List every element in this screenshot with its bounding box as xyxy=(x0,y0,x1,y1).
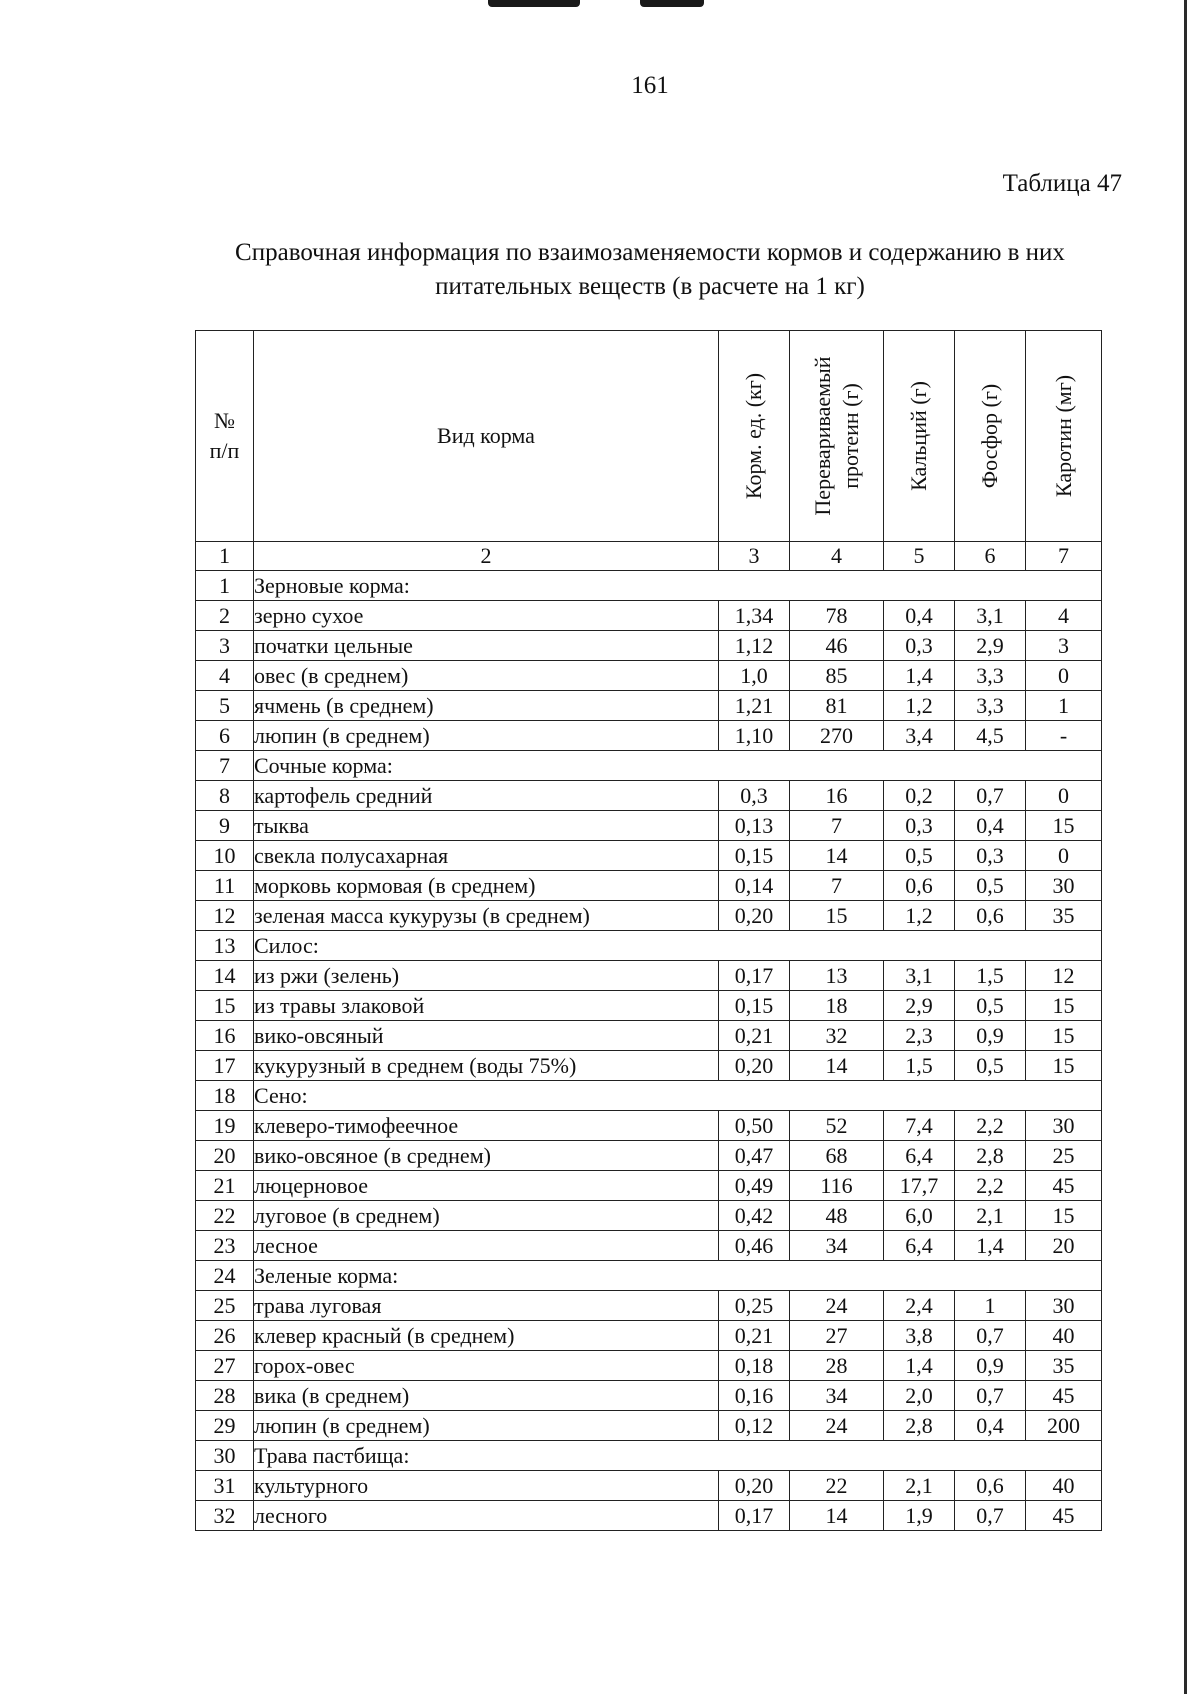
row-number: 25 xyxy=(196,1291,254,1321)
table-row xyxy=(196,961,1102,991)
calcium-value: 3,4 xyxy=(884,721,955,751)
feed-name: лесного xyxy=(254,1501,719,1531)
row-number: 19 xyxy=(196,1111,254,1141)
table-row xyxy=(196,1021,1102,1051)
feed-name: культурного xyxy=(254,1471,719,1501)
feed-units-value: 0,47 xyxy=(719,1141,790,1171)
protein-value: 14 xyxy=(790,1051,884,1081)
calcium-value: 0,6 xyxy=(884,871,955,901)
phosphorus-value: 3,3 xyxy=(955,661,1026,691)
protein-value: 52 xyxy=(790,1111,884,1141)
calcium-value: 1,4 xyxy=(884,661,955,691)
table-row xyxy=(196,1051,1102,1081)
calcium-value: 1,9 xyxy=(884,1501,955,1531)
feed-name: из травы злаковой xyxy=(254,991,719,1021)
row-number: 14 xyxy=(196,961,254,991)
calcium-value: 2,9 xyxy=(884,991,955,1021)
feed-units-value: 0,20 xyxy=(719,1471,790,1501)
feed-units-value: 0,13 xyxy=(719,811,790,841)
phosphorus-value: 3,1 xyxy=(955,601,1026,631)
row-number: 31 xyxy=(196,1471,254,1501)
carotene-value: 45 xyxy=(1026,1171,1102,1201)
table-caption: Таблица 47 xyxy=(1002,170,1122,197)
table-row xyxy=(196,691,1102,721)
table-row xyxy=(196,1201,1102,1231)
scan-edge-mark xyxy=(640,0,704,7)
row-number: 6 xyxy=(196,721,254,751)
carotene-value: 20 xyxy=(1026,1231,1102,1261)
header-protein xyxy=(790,331,884,542)
protein-value: 24 xyxy=(790,1411,884,1441)
calcium-value: 1,2 xyxy=(884,901,955,931)
feed-name: кукурузный в среднем (воды 75%) xyxy=(254,1051,719,1081)
feed-name: трава луговая xyxy=(254,1291,719,1321)
feed-name: люцерновое xyxy=(254,1171,719,1201)
protein-value: 7 xyxy=(790,811,884,841)
calcium-value: 6,4 xyxy=(884,1231,955,1261)
row-number: 24 xyxy=(196,1261,254,1291)
feed-name: зерно сухое xyxy=(254,601,719,631)
column-number: 7 xyxy=(1026,542,1102,571)
feed-units-value: 0,49 xyxy=(719,1171,790,1201)
protein-value: 14 xyxy=(790,841,884,871)
phosphorus-value: 0,5 xyxy=(955,871,1026,901)
calcium-value: 17,7 xyxy=(884,1171,955,1201)
protein-value: 34 xyxy=(790,1231,884,1261)
phosphorus-value: 2,8 xyxy=(955,1141,1026,1171)
protein-value: 18 xyxy=(790,991,884,1021)
table-body xyxy=(196,571,1102,1531)
feed-units-value: 0,12 xyxy=(719,1411,790,1441)
feed-units-value: 1,34 xyxy=(719,601,790,631)
title-line-1: Справочная информация по взаимозаменяемости кормов и содержанию в них xyxy=(235,239,1065,266)
protein-value: 78 xyxy=(790,601,884,631)
protein-value: 27 xyxy=(790,1321,884,1351)
header-calcium-label: Кальций (г) xyxy=(906,381,931,491)
feed-units-value: 0,21 xyxy=(719,1321,790,1351)
row-number: 12 xyxy=(196,901,254,931)
calcium-value: 1,2 xyxy=(884,691,955,721)
carotene-value: 25 xyxy=(1026,1141,1102,1171)
carotene-value: 0 xyxy=(1026,781,1102,811)
scan-edge-mark xyxy=(488,0,580,7)
calcium-value: 2,8 xyxy=(884,1411,955,1441)
document-title xyxy=(160,236,1140,304)
calcium-value: 2,3 xyxy=(884,1021,955,1051)
protein-value: 116 xyxy=(790,1171,884,1201)
header-protein-label xyxy=(809,356,865,515)
feed-units-value: 0,50 xyxy=(719,1111,790,1141)
phosphorus-value: 1 xyxy=(955,1291,1026,1321)
feed-units-value: 0,20 xyxy=(719,1051,790,1081)
protein-value: 81 xyxy=(790,691,884,721)
feed-units-value: 0,21 xyxy=(719,1021,790,1051)
feed-name: тыква xyxy=(254,811,719,841)
group-name: Зерновые корма: xyxy=(254,571,1102,601)
table-row xyxy=(196,901,1102,931)
phosphorus-value: 0,9 xyxy=(955,1021,1026,1051)
feed-name: люпин (в среднем) xyxy=(254,1411,719,1441)
row-number: 16 xyxy=(196,1021,254,1051)
protein-value: 68 xyxy=(790,1141,884,1171)
row-number: 18 xyxy=(196,1081,254,1111)
carotene-value: 15 xyxy=(1026,1051,1102,1081)
row-number: 17 xyxy=(196,1051,254,1081)
protein-value: 13 xyxy=(790,961,884,991)
table-row xyxy=(196,1141,1102,1171)
feed-name: вика (в среднем) xyxy=(254,1381,719,1411)
protein-value: 48 xyxy=(790,1201,884,1231)
row-number: 26 xyxy=(196,1321,254,1351)
feed-name: свекла полусахарная xyxy=(254,841,719,871)
column-number: 3 xyxy=(719,542,790,571)
calcium-value: 3,8 xyxy=(884,1321,955,1351)
header-feed-units-label: Корм. ед. (кг) xyxy=(741,372,766,500)
calcium-value: 2,0 xyxy=(884,1381,955,1411)
calcium-value: 0,4 xyxy=(884,601,955,631)
calcium-value: 7,4 xyxy=(884,1111,955,1141)
feed-units-value: 0,16 xyxy=(719,1381,790,1411)
protein-value: 28 xyxy=(790,1351,884,1381)
header-number xyxy=(196,331,254,542)
protein-value: 85 xyxy=(790,661,884,691)
calcium-value: 3,1 xyxy=(884,961,955,991)
feed-name: вико-овсяный xyxy=(254,1021,719,1051)
phosphorus-value: 0,5 xyxy=(955,1051,1026,1081)
row-number: 1 xyxy=(196,571,254,601)
row-number: 11 xyxy=(196,871,254,901)
phosphorus-value: 0,9 xyxy=(955,1351,1026,1381)
group-name: Силос: xyxy=(254,931,1102,961)
header-protein-line-2: протеин (г) xyxy=(837,383,863,489)
row-number: 9 xyxy=(196,811,254,841)
scan-edge-border xyxy=(1184,0,1187,1694)
carotene-value: 35 xyxy=(1026,1351,1102,1381)
carotene-value: 15 xyxy=(1026,991,1102,1021)
phosphorus-value: 1,4 xyxy=(955,1231,1026,1261)
table-row xyxy=(196,601,1102,631)
phosphorus-value: 0,6 xyxy=(955,901,1026,931)
carotene-value: 30 xyxy=(1026,871,1102,901)
carotene-value: 1 xyxy=(1026,691,1102,721)
carotene-value: 15 xyxy=(1026,1201,1102,1231)
protein-value: 16 xyxy=(790,781,884,811)
feed-units-value: 1,21 xyxy=(719,691,790,721)
row-number: 21 xyxy=(196,1171,254,1201)
feed-name: морковь кормовая (в среднем) xyxy=(254,871,719,901)
group-name: Зеленые корма: xyxy=(254,1261,1102,1291)
row-number: 28 xyxy=(196,1381,254,1411)
header-phosphorus xyxy=(955,331,1026,542)
row-number: 15 xyxy=(196,991,254,1021)
table-group-row xyxy=(196,1081,1102,1111)
feed-units-value: 0,20 xyxy=(719,901,790,931)
header-calcium xyxy=(884,331,955,542)
row-number: 23 xyxy=(196,1231,254,1261)
feed-name: вико-овсяное (в среднем) xyxy=(254,1141,719,1171)
feed-name: из ржи (зелень) xyxy=(254,961,719,991)
carotene-value: 0 xyxy=(1026,661,1102,691)
protein-value: 32 xyxy=(790,1021,884,1051)
header-feed-units xyxy=(719,331,790,542)
header-carotene xyxy=(1026,331,1102,542)
table-row xyxy=(196,991,1102,1021)
table-row xyxy=(196,721,1102,751)
header-protein-line-1: Перевариваемый xyxy=(809,356,835,516)
row-number: 8 xyxy=(196,781,254,811)
carotene-value: 4 xyxy=(1026,601,1102,631)
carotene-value: 30 xyxy=(1026,1111,1102,1141)
phosphorus-value: 2,1 xyxy=(955,1201,1026,1231)
column-number: 6 xyxy=(955,542,1026,571)
carotene-value: 45 xyxy=(1026,1501,1102,1531)
table-row xyxy=(196,1471,1102,1501)
calcium-value: 6,0 xyxy=(884,1201,955,1231)
table-row xyxy=(196,631,1102,661)
row-number: 22 xyxy=(196,1201,254,1231)
feed-units-value: 1,12 xyxy=(719,631,790,661)
row-number: 5 xyxy=(196,691,254,721)
column-number: 1 xyxy=(196,542,254,571)
feed-units-value: 0,25 xyxy=(719,1291,790,1321)
row-number: 10 xyxy=(196,841,254,871)
feed-units-value: 0,18 xyxy=(719,1351,790,1381)
header-carotene-label: Каротин (мг) xyxy=(1050,374,1076,498)
feed-units-value: 1,0 xyxy=(719,661,790,691)
group-name: Трава пастбища: xyxy=(254,1441,1102,1471)
group-name: Сено: xyxy=(254,1081,1102,1111)
phosphorus-value: 0,7 xyxy=(955,1321,1026,1351)
table-row xyxy=(196,1501,1102,1531)
protein-value: 14 xyxy=(790,1501,884,1531)
row-number: 13 xyxy=(196,931,254,961)
feed-name: овес (в среднем) xyxy=(254,661,719,691)
phosphorus-value: 0,7 xyxy=(955,781,1026,811)
phosphorus-value: 0,3 xyxy=(955,841,1026,871)
feed-units-value: 0,3 xyxy=(719,781,790,811)
feed-units-value: 0,46 xyxy=(719,1231,790,1261)
table-group-row xyxy=(196,571,1102,601)
table-row xyxy=(196,1171,1102,1201)
row-number: 30 xyxy=(196,1441,254,1471)
phosphorus-value: 0,5 xyxy=(955,991,1026,1021)
page-number: 161 xyxy=(631,72,669,99)
table-row xyxy=(196,1231,1102,1261)
feed-name: клевер красный (в среднем) xyxy=(254,1321,719,1351)
protein-value: 270 xyxy=(790,721,884,751)
feed-name: горох-овес xyxy=(254,1351,719,1381)
carotene-value: 200 xyxy=(1026,1411,1102,1441)
phosphorus-value: 4,5 xyxy=(955,721,1026,751)
table-row xyxy=(196,1351,1102,1381)
column-number-row xyxy=(196,542,1102,571)
row-number: 7 xyxy=(196,751,254,781)
column-number: 2 xyxy=(254,542,719,571)
calcium-value: 0,3 xyxy=(884,811,955,841)
table-row xyxy=(196,1111,1102,1141)
row-number: 27 xyxy=(196,1351,254,1381)
protein-value: 7 xyxy=(790,871,884,901)
table-group-row xyxy=(196,1261,1102,1291)
calcium-value: 6,4 xyxy=(884,1141,955,1171)
carotene-value: 35 xyxy=(1026,901,1102,931)
carotene-value: 15 xyxy=(1026,1021,1102,1051)
calcium-value: 2,4 xyxy=(884,1291,955,1321)
carotene-value: 15 xyxy=(1026,811,1102,841)
table-row xyxy=(196,1291,1102,1321)
table-row xyxy=(196,841,1102,871)
calcium-value: 1,5 xyxy=(884,1051,955,1081)
calcium-value: 0,3 xyxy=(884,631,955,661)
phosphorus-value: 2,2 xyxy=(955,1171,1026,1201)
phosphorus-value: 2,2 xyxy=(955,1111,1026,1141)
carotene-value: 12 xyxy=(1026,961,1102,991)
row-number: 4 xyxy=(196,661,254,691)
feed-name: початки цельные xyxy=(254,631,719,661)
feed-units-value: 0,15 xyxy=(719,991,790,1021)
feed-table xyxy=(195,330,1102,1531)
feed-name: клеверо-тимофеечное xyxy=(254,1111,719,1141)
protein-value: 22 xyxy=(790,1471,884,1501)
header-phosphorus-label: Фосфор (г) xyxy=(977,383,1002,489)
column-number: 4 xyxy=(790,542,884,571)
table-row xyxy=(196,781,1102,811)
phosphorus-value: 0,6 xyxy=(955,1471,1026,1501)
phosphorus-value: 2,9 xyxy=(955,631,1026,661)
table-group-row xyxy=(196,751,1102,781)
phosphorus-value: 0,4 xyxy=(955,811,1026,841)
feed-units-value: 0,14 xyxy=(719,871,790,901)
protein-value: 34 xyxy=(790,1381,884,1411)
carotene-value: 40 xyxy=(1026,1471,1102,1501)
phosphorus-value: 3,3 xyxy=(955,691,1026,721)
phosphorus-value: 0,7 xyxy=(955,1381,1026,1411)
row-number: 2 xyxy=(196,601,254,631)
protein-value: 15 xyxy=(790,901,884,931)
table-row xyxy=(196,811,1102,841)
feed-units-value: 0,15 xyxy=(719,841,790,871)
feed-name: зеленая масса кукурузы (в среднем) xyxy=(254,901,719,931)
feed-units-value: 0,42 xyxy=(719,1201,790,1231)
calcium-value: 2,1 xyxy=(884,1471,955,1501)
table-row xyxy=(196,1411,1102,1441)
feed-name: луговое (в среднем) xyxy=(254,1201,719,1231)
feed-name: ячмень (в среднем) xyxy=(254,691,719,721)
phosphorus-value: 0,7 xyxy=(955,1501,1026,1531)
header-number-abbr: п/п xyxy=(209,438,240,463)
calcium-value: 1,4 xyxy=(884,1351,955,1381)
feed-name: люпин (в среднем) xyxy=(254,721,719,751)
calcium-value: 0,2 xyxy=(884,781,955,811)
carotene-value: 45 xyxy=(1026,1381,1102,1411)
header-row xyxy=(196,331,1102,542)
protein-value: 24 xyxy=(790,1291,884,1321)
row-number: 20 xyxy=(196,1141,254,1171)
calcium-value: 0,5 xyxy=(884,841,955,871)
row-number: 29 xyxy=(196,1411,254,1441)
table-group-row xyxy=(196,931,1102,961)
protein-value: 46 xyxy=(790,631,884,661)
carotene-value: 40 xyxy=(1026,1321,1102,1351)
feed-units-value: 1,10 xyxy=(719,721,790,751)
table-row xyxy=(196,1321,1102,1351)
table-group-row xyxy=(196,1441,1102,1471)
carotene-value: - xyxy=(1026,721,1102,751)
row-number: 32 xyxy=(196,1501,254,1531)
feed-units-value: 0,17 xyxy=(719,961,790,991)
table-row xyxy=(196,661,1102,691)
carotene-value: 0 xyxy=(1026,841,1102,871)
title-line-2: питательных веществ (в расчете на 1 кг) xyxy=(435,273,865,300)
carotene-value: 3 xyxy=(1026,631,1102,661)
phosphorus-value: 0,4 xyxy=(955,1411,1026,1441)
group-name: Сочные корма: xyxy=(254,751,1102,781)
carotene-value: 30 xyxy=(1026,1291,1102,1321)
phosphorus-value: 1,5 xyxy=(955,961,1026,991)
column-number: 5 xyxy=(884,542,955,571)
feed-units-value: 0,17 xyxy=(719,1501,790,1531)
feed-name: картофель средний xyxy=(254,781,719,811)
header-feed-type: Вид корма xyxy=(254,331,719,542)
header-number-sign: № xyxy=(214,408,235,433)
feed-name: лесное xyxy=(254,1231,719,1261)
table-row xyxy=(196,871,1102,901)
row-number: 3 xyxy=(196,631,254,661)
table-row xyxy=(196,1381,1102,1411)
